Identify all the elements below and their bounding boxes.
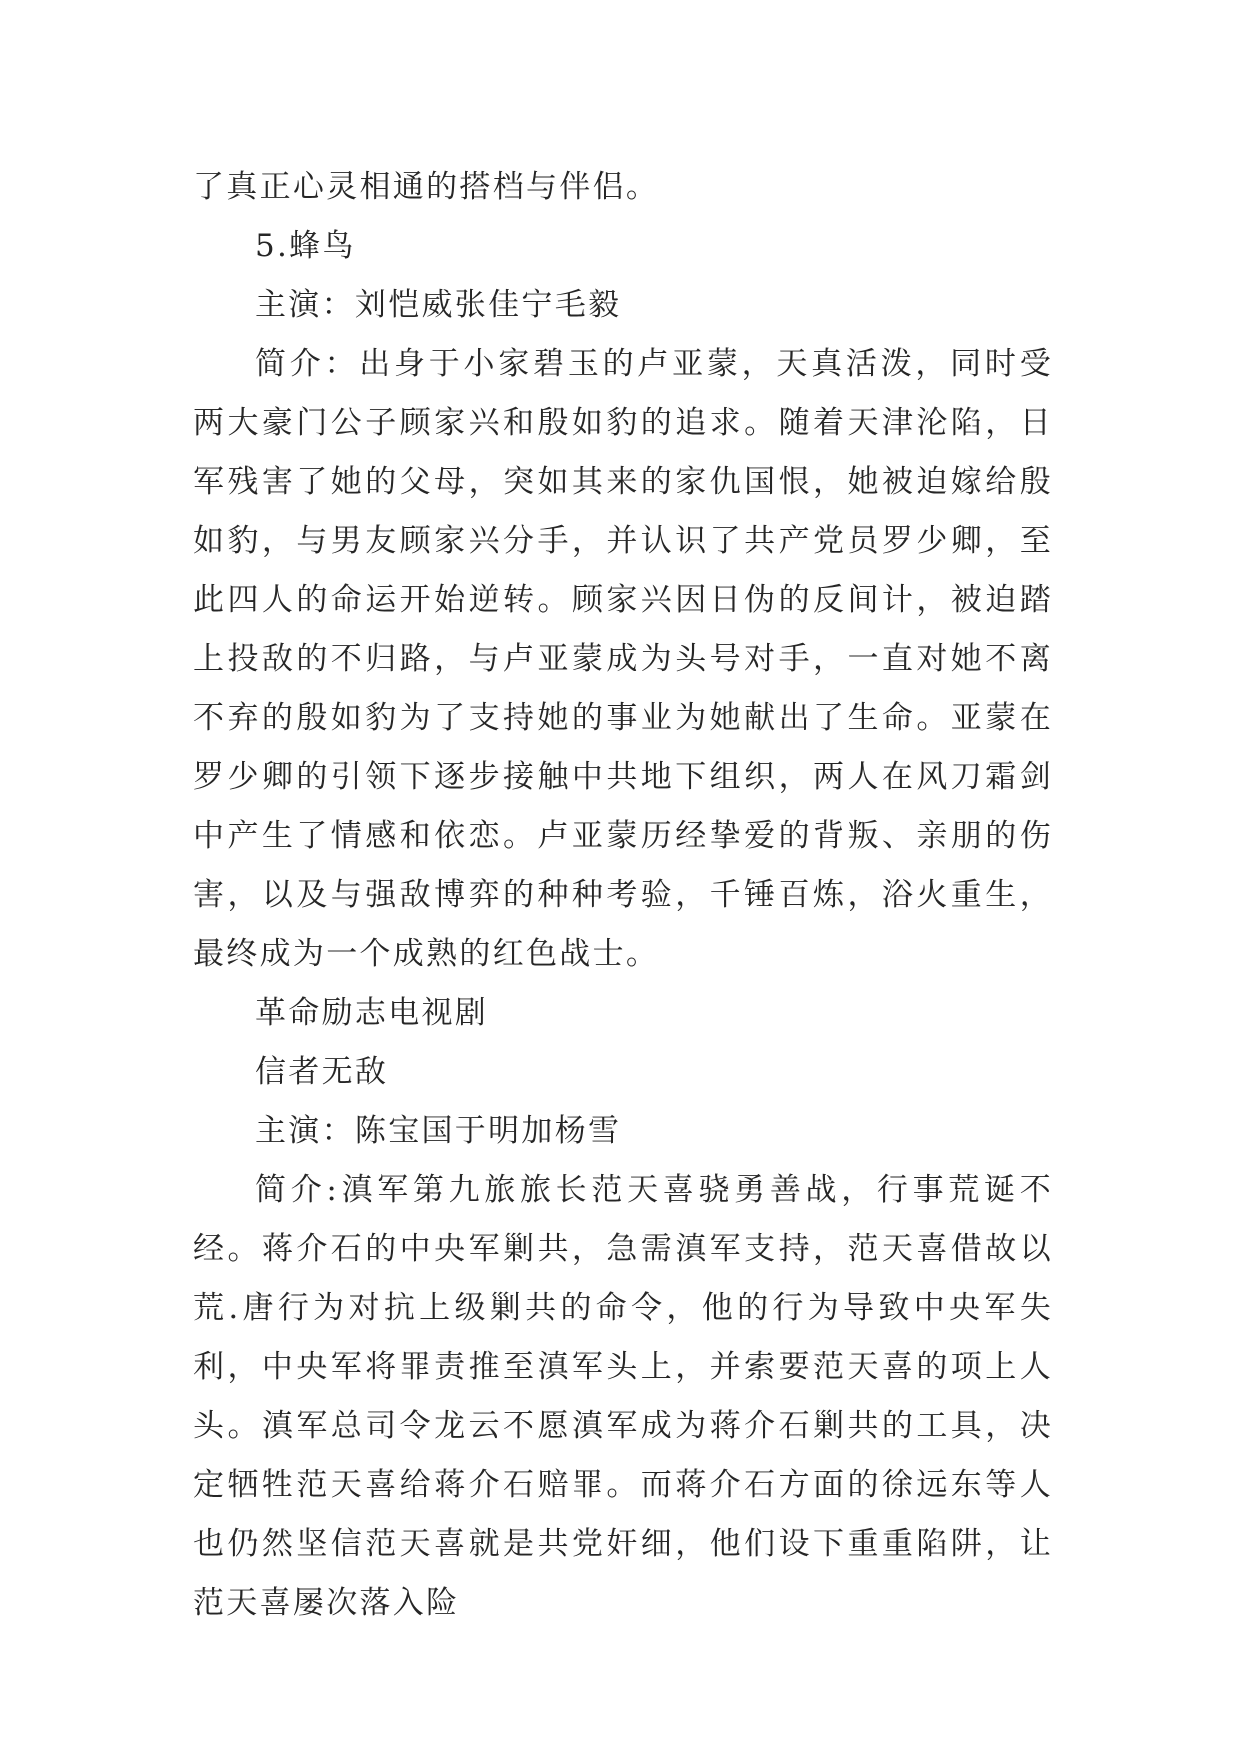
cast-line: 主演：陈宝国于明加杨雪	[255, 1113, 622, 1149]
category-heading: 革命励志电视剧	[255, 995, 489, 1031]
drama-title: 信者无敌	[255, 1054, 389, 1090]
synopsis-paragraph: 简介:滇军第九旅旅长范天喜骁勇善战，行事荒诞不经。蒋介石的中央军剿共，急需滇军支持，范天喜借故以荒.唐行为对抗上级剿共的命令，他的行为导致中央军失利，中央军将罪责推至滇军头上，并索要范天喜的项上人头。滇军总司令龙云不愿滇军成为蒋介石剿共的工具，决定牺牲范天喜给蒋介石赔罪。而蒋介石方面的徐远东等人也仍然坚信范天喜就是共党奸细，他们设下重重陷阱，让范天喜屡次落入险	[193, 1172, 1053, 1621]
synopsis-paragraph: 简介：出身于小家碧玉的卢亚蒙，天真活泼，同时受两大豪门公子顾家兴和殷如豹的追求。随着天津沦陷，日军残害了她的父母，突如其来的家仇国恨，她被迫嫁给殷如豹，与男友顾家兴分手，并认识了共产党员罗少卿，至此四人的命运开始逆转。顾家兴因日伪的反间计，被迫踏上投敌的不归路，与卢亚蒙成为头号对手，一直对她不离不弃的殷如豹为了支持她的事业为她献出了生命。亚蒙在罗少卿的引领下逐步接触中共地下组织，两人在风刀霜剑中产生了情感和依恋。卢亚蒙历经挚爱的背叛、亲朋的伤害，以及与强敌博弈的种种考验，千锤百炼，浴火重生，最终成为一个成熟的红色战士。	[193, 346, 1053, 972]
cast-line: 主演：刘恺威张佳宁毛毅	[255, 287, 622, 323]
paragraph-continuation: 了真正心灵相通的搭档与伴侣。	[193, 169, 660, 205]
document-body	[193, 158, 1053, 1633]
section-heading-5: 5.蜂鸟	[255, 228, 356, 264]
